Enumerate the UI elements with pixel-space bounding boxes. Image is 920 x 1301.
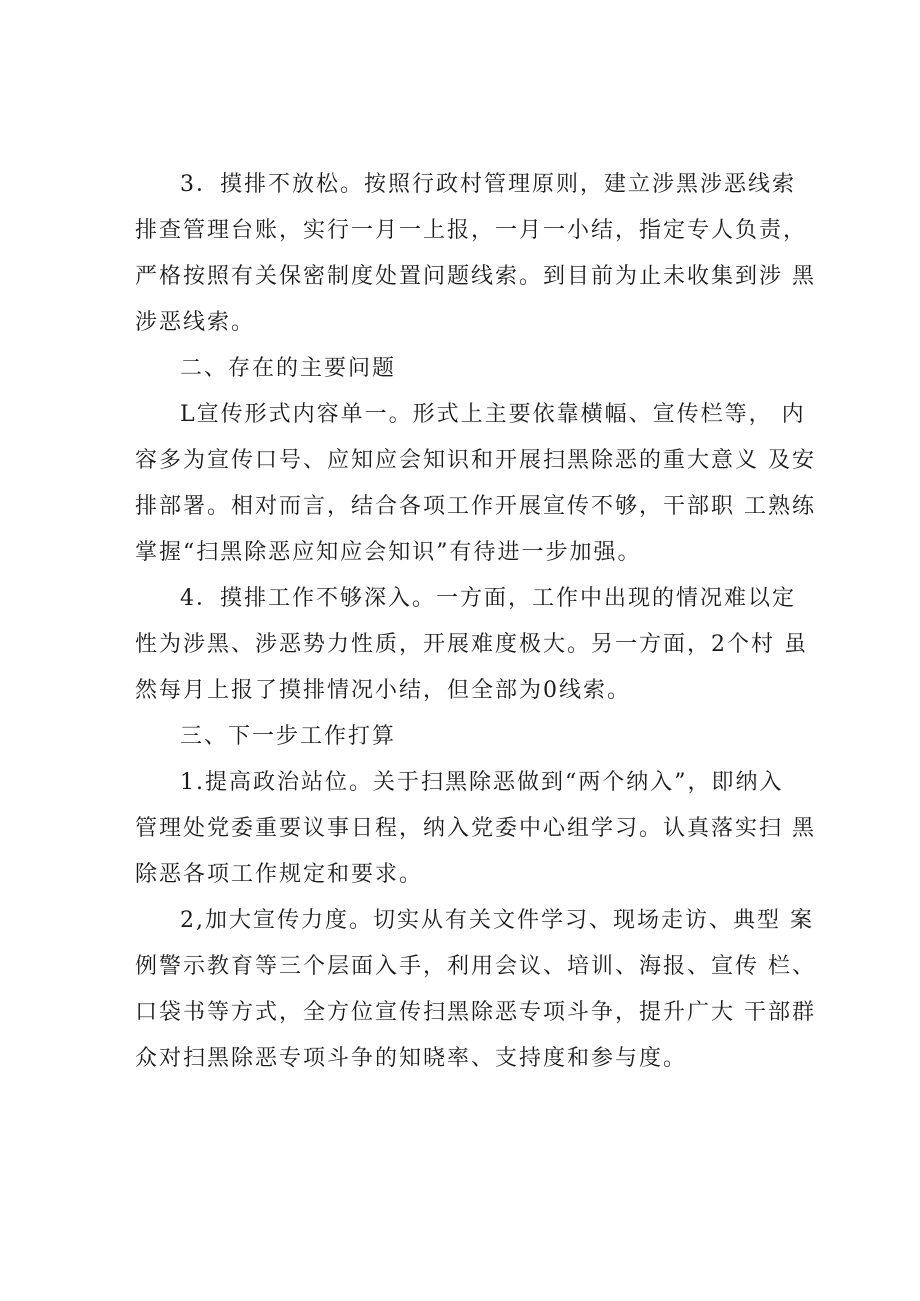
paragraph-line: 众对扫黑除恶专项斗争的知晓率、支持度和参与度。 [135, 1046, 688, 1071]
paragraph-line: 排查管理台账，实行一月一上报，一月一小结，指定专人负责， [135, 218, 808, 243]
paragraph-line: 1.提高政治站位。关于扫黑除恶做到“两个纳入”，即纳入 [180, 770, 784, 795]
paragraph-line: 严格按照有关保密制度处置问题线索。到目前为止未收集到涉 黑 [135, 264, 816, 289]
paragraph-line: 2,加大宣传力度。切实从有关文件学习、现场走访、典型 案 [180, 908, 814, 933]
paragraph-line: 3．摸排不放松。按照行政村管理原则，建立涉黑涉恶线索 [180, 172, 796, 197]
paragraph-line: 口袋书等方式，全方位宣传扫黑除恶专项斗争，提升广大 干部群 [135, 1000, 816, 1025]
paragraph-line: 掌握“扫黑除恶应知应会知识”有待进一步加强。 [135, 540, 642, 565]
paragraph-line: L宣传形式内容单一。形式上主要依靠横幅、宣传栏等， 内 [180, 402, 806, 427]
paragraph-line: 涉恶线索。 [135, 310, 256, 335]
paragraph-line: 除恶各项工作规定和要求。 [135, 862, 424, 887]
paragraph-line: 管理处党委重要议事日程，纳入党委中心组学习。认真落实扫 黑 [135, 816, 816, 841]
paragraph-line: 性为涉黑、涉恶势力性质，开展难度极大。另一方面，2个村 虽 [135, 632, 808, 657]
section-heading: 三、下一步工作打算 [180, 724, 397, 749]
paragraph-line: 例警示教育等三个层面入手，利用会议、培训、海报、宣传 栏、 [135, 954, 816, 979]
paragraph-line: 排部署。相对而言，结合各项工作开展宣传不够，干部职 工熟练 [135, 494, 816, 519]
paragraph-line: 4．摸排工作不够深入。一方面，工作中出现的情况难以定 [180, 586, 796, 611]
paragraph-line: 容多为宣传口号、应知应会知识和开展扫黑除恶的重大意义 及安 [135, 448, 816, 473]
section-heading: 二、存在的主要问题 [180, 356, 397, 381]
paragraph-line: 然每月上报了摸排情况小结，但全部为0线索。 [135, 678, 631, 703]
